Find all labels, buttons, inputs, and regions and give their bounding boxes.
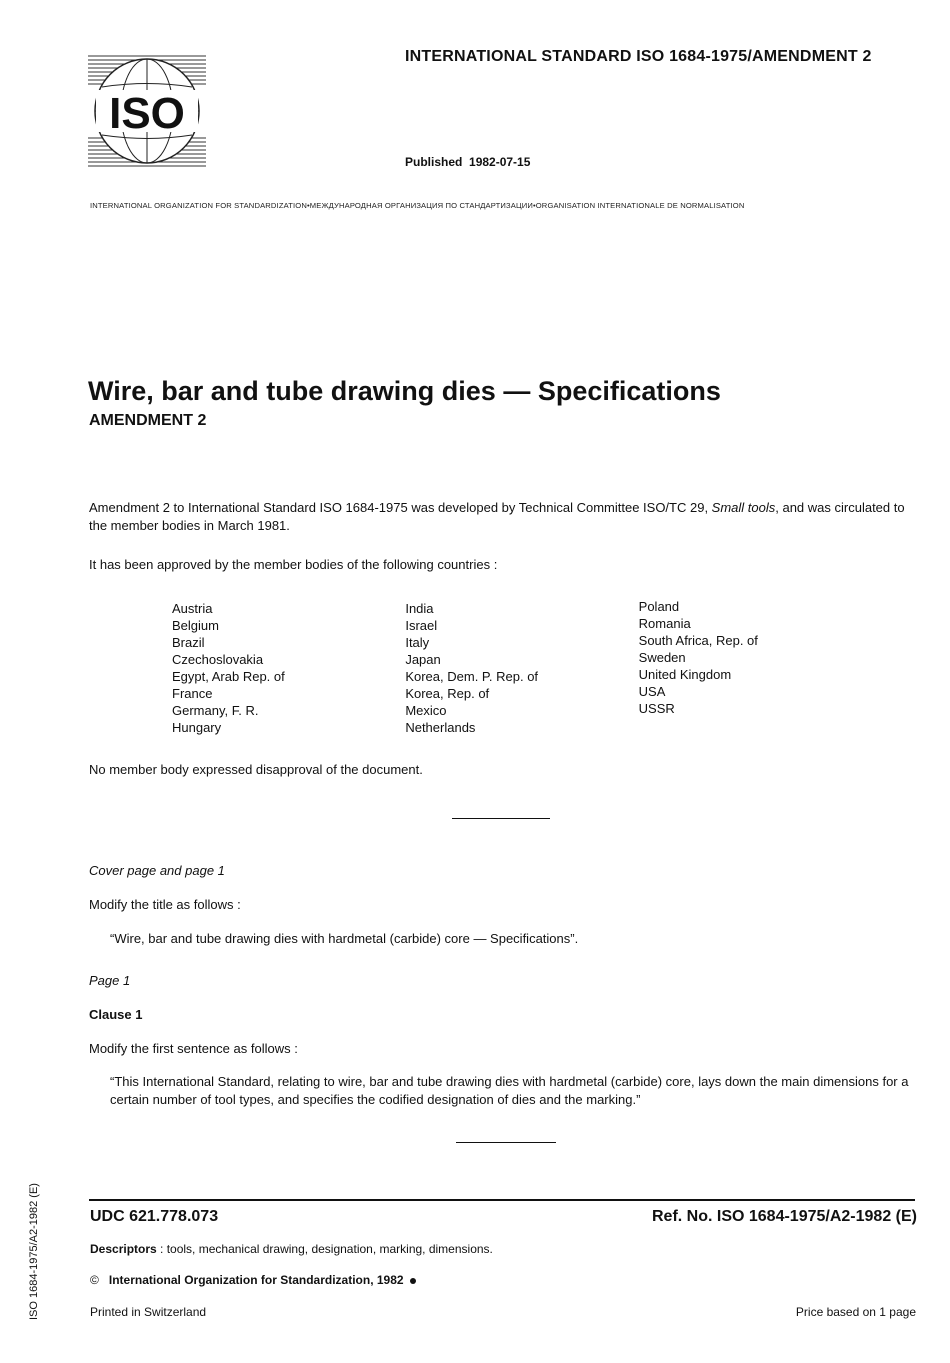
side-reference-code: ISO 1684-1975/A2-1982 (E) (28, 1183, 40, 1320)
page-heading: Page 1 (89, 973, 131, 988)
country-item: Korea, Dem. P. Rep. of (405, 669, 539, 684)
footer-rule (89, 1199, 915, 1201)
country-item: Czechoslovakia (172, 652, 264, 667)
iso-globe-icon (88, 52, 206, 170)
descriptors-label: Descriptors (90, 1242, 157, 1256)
published-label: Published (405, 155, 463, 169)
country-item: USSR (638, 701, 675, 716)
section-divider (456, 1142, 556, 1143)
country-item: United Kingdom (638, 667, 732, 682)
published-date: 1982-07-15 (469, 155, 531, 169)
country-item: Brazil (172, 635, 205, 650)
document-title: Wire, bar and tube drawing dies — Specifications (88, 376, 721, 406)
country-item: Korea, Rep. of (405, 686, 490, 701)
descriptors-line (90, 1242, 493, 1256)
modify-title-instruction: Modify the title as follows : (89, 897, 241, 912)
country-item: Mexico (405, 703, 447, 718)
country-item: France (172, 686, 213, 701)
standard-header-title: INTERNATIONAL STANDARD ISO 1684-1975/AMENDMENT 2 (405, 48, 872, 65)
price-note: Price based on 1 page (795, 1305, 916, 1319)
country-item: Belgium (172, 618, 219, 633)
logo-text: ISO (109, 89, 185, 138)
country-item: Egypt, Arab Rep. of (172, 669, 285, 684)
country-item: Romania (638, 616, 691, 631)
intro-text-after: , and was circulated to the member bodies in March 1981. (89, 500, 905, 533)
countries-column-2 (405, 600, 638, 736)
country-item: Austria (172, 601, 213, 616)
copyright-text: International Organization for Standardization, 1982 (108, 1273, 404, 1287)
country-item: Germany, F. R. (172, 703, 259, 718)
approval-text: It has been approved by the member bodies of the following countries : (89, 557, 498, 572)
country-item: Hungary (172, 720, 222, 735)
modify-sentence-instruction: Modify the first sentence as follows : (89, 1041, 298, 1056)
countries-column-3 (639, 598, 872, 736)
committee-name: Small tools (711, 500, 776, 515)
cover-page-heading: Cover page and page 1 (89, 863, 225, 878)
country-item: Israel (405, 618, 438, 633)
intro-paragraph (89, 499, 915, 535)
published-line (405, 155, 530, 169)
printed-location: Printed in Switzerland (90, 1305, 207, 1319)
country-item: Netherlands (405, 720, 476, 735)
country-item: Japan (405, 652, 441, 667)
country-item: Poland (638, 599, 680, 614)
reference-number: Ref. No. ISO 1684-1975/A2-1982 (E) (651, 1208, 917, 1225)
copyright-line (90, 1273, 416, 1287)
udc-code: UDC 621.778.073 (90, 1208, 219, 1225)
countries-list (172, 600, 872, 736)
document-subtitle: AMENDMENT 2 (89, 412, 207, 429)
organization-line: INTERNATIONAL ORGANIZATION FOR STANDARDIZATION•МЕЖДУНАРОДНАЯ ОРГАНИЗАЦИЯ ПО СТАНДАРТИЗАЦИИ•ORGANISATION INTERNATIONALE DE NORMALISATION (90, 201, 745, 210)
country-item: Italy (405, 635, 430, 650)
section-divider (452, 818, 550, 819)
intro-text-before: Amendment 2 to International Standard ISO 1684-1975 was developed by Technical Committee ISO/TC 29, (89, 500, 712, 515)
country-item: USA (638, 684, 666, 699)
iso-logo (88, 52, 206, 170)
country-item: India (405, 601, 434, 616)
clause-heading: Clause 1 (89, 1007, 143, 1022)
country-item: South Africa, Rep. of (638, 633, 758, 648)
disapproval-text: No member body expressed disapproval of the document. (89, 762, 423, 777)
descriptors-text: : tools, mechanical drawing, designation, marking, dimensions. (156, 1242, 493, 1256)
countries-column-1 (172, 600, 405, 736)
country-item: Sweden (638, 650, 686, 665)
new-sentence-text: “This International Standard, relating to wire, bar and tube drawing dies with hardmetal (carbide) core, lays down the main dimensions for a certain number of tool types, and specifies the codified designation of dies and the marking.” (110, 1074, 909, 1107)
bullet-icon (410, 1278, 416, 1284)
copyright-icon: © (90, 1273, 99, 1287)
new-title-text: “Wire, bar and tube drawing dies with hardmetal (carbide) core — Specifications”. (110, 931, 579, 946)
